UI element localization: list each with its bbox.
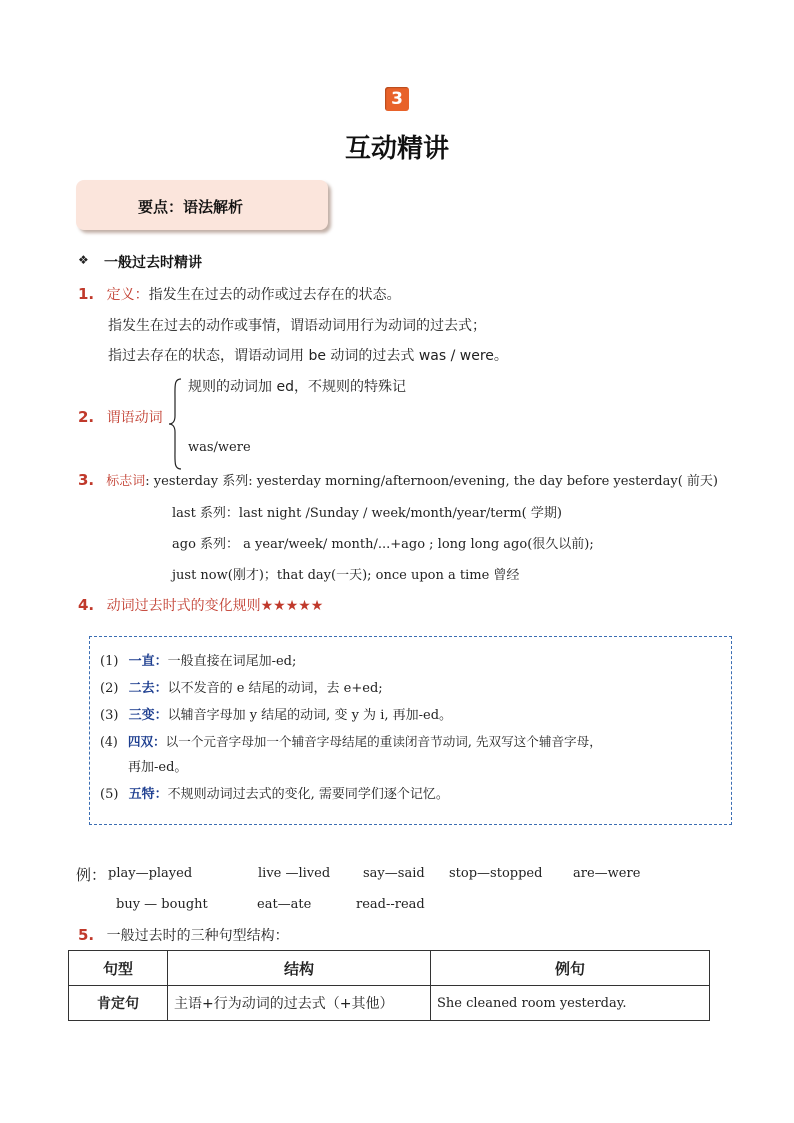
rule-index: (3) <box>100 708 119 723</box>
table-cell: She cleaned room yesterday. <box>431 986 710 1021</box>
diamond-bullet-icon: ❖ <box>78 253 89 267</box>
section-label: 要点：语法解析 <box>138 198 244 216</box>
example-7: eat—ate <box>257 897 312 912</box>
rule-index: (2) <box>100 681 119 696</box>
table-cell: 肯定句 <box>69 986 168 1021</box>
rating-stars: ★★★★★ <box>260 598 324 614</box>
rule-text: 以辅音字母加 y 结尾的动词, 变 y 为 i, 再加-ed。 <box>167 708 453 723</box>
examples-label: 例： <box>76 866 107 884</box>
table-header-cell: 结构 <box>168 951 431 986</box>
page-title: 互动精讲 <box>344 134 449 164</box>
item3-label: 标志词 <box>106 474 146 489</box>
example-1: play—played <box>108 866 193 881</box>
rule-5 <box>100 783 449 802</box>
example-4: stop—stopped <box>449 866 543 881</box>
rule-text: 以不发音的 e 结尾的动词，去 e+ed; <box>167 681 383 696</box>
item3-line1: : yesterday 系列: yesterday morning/afternoon/evening, the day before yesterday( 前天) <box>145 474 718 489</box>
item2-line <box>78 407 163 427</box>
item5-text: 一般过去时的三种句型结构： <box>106 928 289 944</box>
item3-line2: last 系列：last night /Sunday / week/month/year/term( 学期) <box>172 506 562 521</box>
item4-number: 4. <box>78 596 95 614</box>
rule-1 <box>100 650 296 669</box>
section-number-badge: 3 <box>385 87 409 111</box>
rule-index: (4) <box>100 734 118 749</box>
item3-line3: ago 系列： a year/week/ month/...+ago ; long long ago(很久以前); <box>172 537 594 552</box>
example-8: read--read <box>356 897 425 912</box>
rule-text: 以一个元音字母加一个辅音字母结尾的重读闭音节动词, 先双写这个辅音字母， <box>165 734 602 749</box>
item3-number: 3. <box>78 471 95 489</box>
rule-4 <box>100 731 602 750</box>
rule-index: (1) <box>100 654 119 669</box>
curly-brace-icon <box>168 378 182 470</box>
rule-3 <box>100 704 452 723</box>
item5-line <box>78 925 289 945</box>
topic-heading: 一般过去时精讲 <box>104 255 202 271</box>
item2-number: 2. <box>78 408 95 426</box>
item4-line <box>78 595 323 615</box>
item1-text: 指发生在过去的动作或过去存在的状态。 <box>148 287 401 303</box>
example-2: live —lived <box>258 866 331 881</box>
table-header-row <box>69 951 710 986</box>
rule-text: 不规则动词过去式的变化, 需要同学们逐个记忆。 <box>167 787 449 802</box>
item5-number: 5. <box>78 926 95 944</box>
rule-key: 二去： <box>128 681 168 696</box>
example-6: buy — bought <box>116 897 208 912</box>
item1-line <box>78 284 401 304</box>
item1-number: 1. <box>78 285 95 303</box>
item2-branch-bottom: was/were <box>188 440 251 455</box>
item1-line2: 指发生在过去的动作或事情，谓语动词用行为动词的过去式； <box>108 318 486 334</box>
rule-key: 一直： <box>128 654 168 669</box>
rule-key: 五特： <box>128 787 168 802</box>
example-3: say—said <box>363 866 425 881</box>
item1-label: 定义： <box>106 287 149 303</box>
rule-key: 三变： <box>128 708 168 723</box>
sentence-structure-table <box>68 950 710 1021</box>
item1-line3: 指过去存在的状态，谓语动词用 be 动词的过去式 was / were。 <box>108 348 508 364</box>
table-row <box>69 986 710 1021</box>
item3-line <box>78 470 718 489</box>
rule-text: 一般直接在词尾加-ed; <box>167 654 297 669</box>
example-5: are—were <box>573 866 641 881</box>
item4-label: 动词过去时式的变化规则 <box>106 598 261 614</box>
table-cell: 主语+行为动词的过去式（+其他） <box>168 986 431 1021</box>
rule-key: 四双： <box>127 734 166 749</box>
rule-index: (5) <box>100 787 119 802</box>
table-header-cell: 句型 <box>69 951 168 986</box>
item2-label: 谓语动词 <box>106 410 163 426</box>
item2-branch-top: 规则的动词加 ed，不规则的特殊记 <box>188 379 406 395</box>
table-header-cell: 例句 <box>431 951 710 986</box>
item3-line4: just now(刚才)；that day(一天); once upon a time 曾经 <box>172 568 520 583</box>
rule-2 <box>100 677 383 696</box>
rule-4-continuation: 再加-ed。 <box>128 760 188 775</box>
